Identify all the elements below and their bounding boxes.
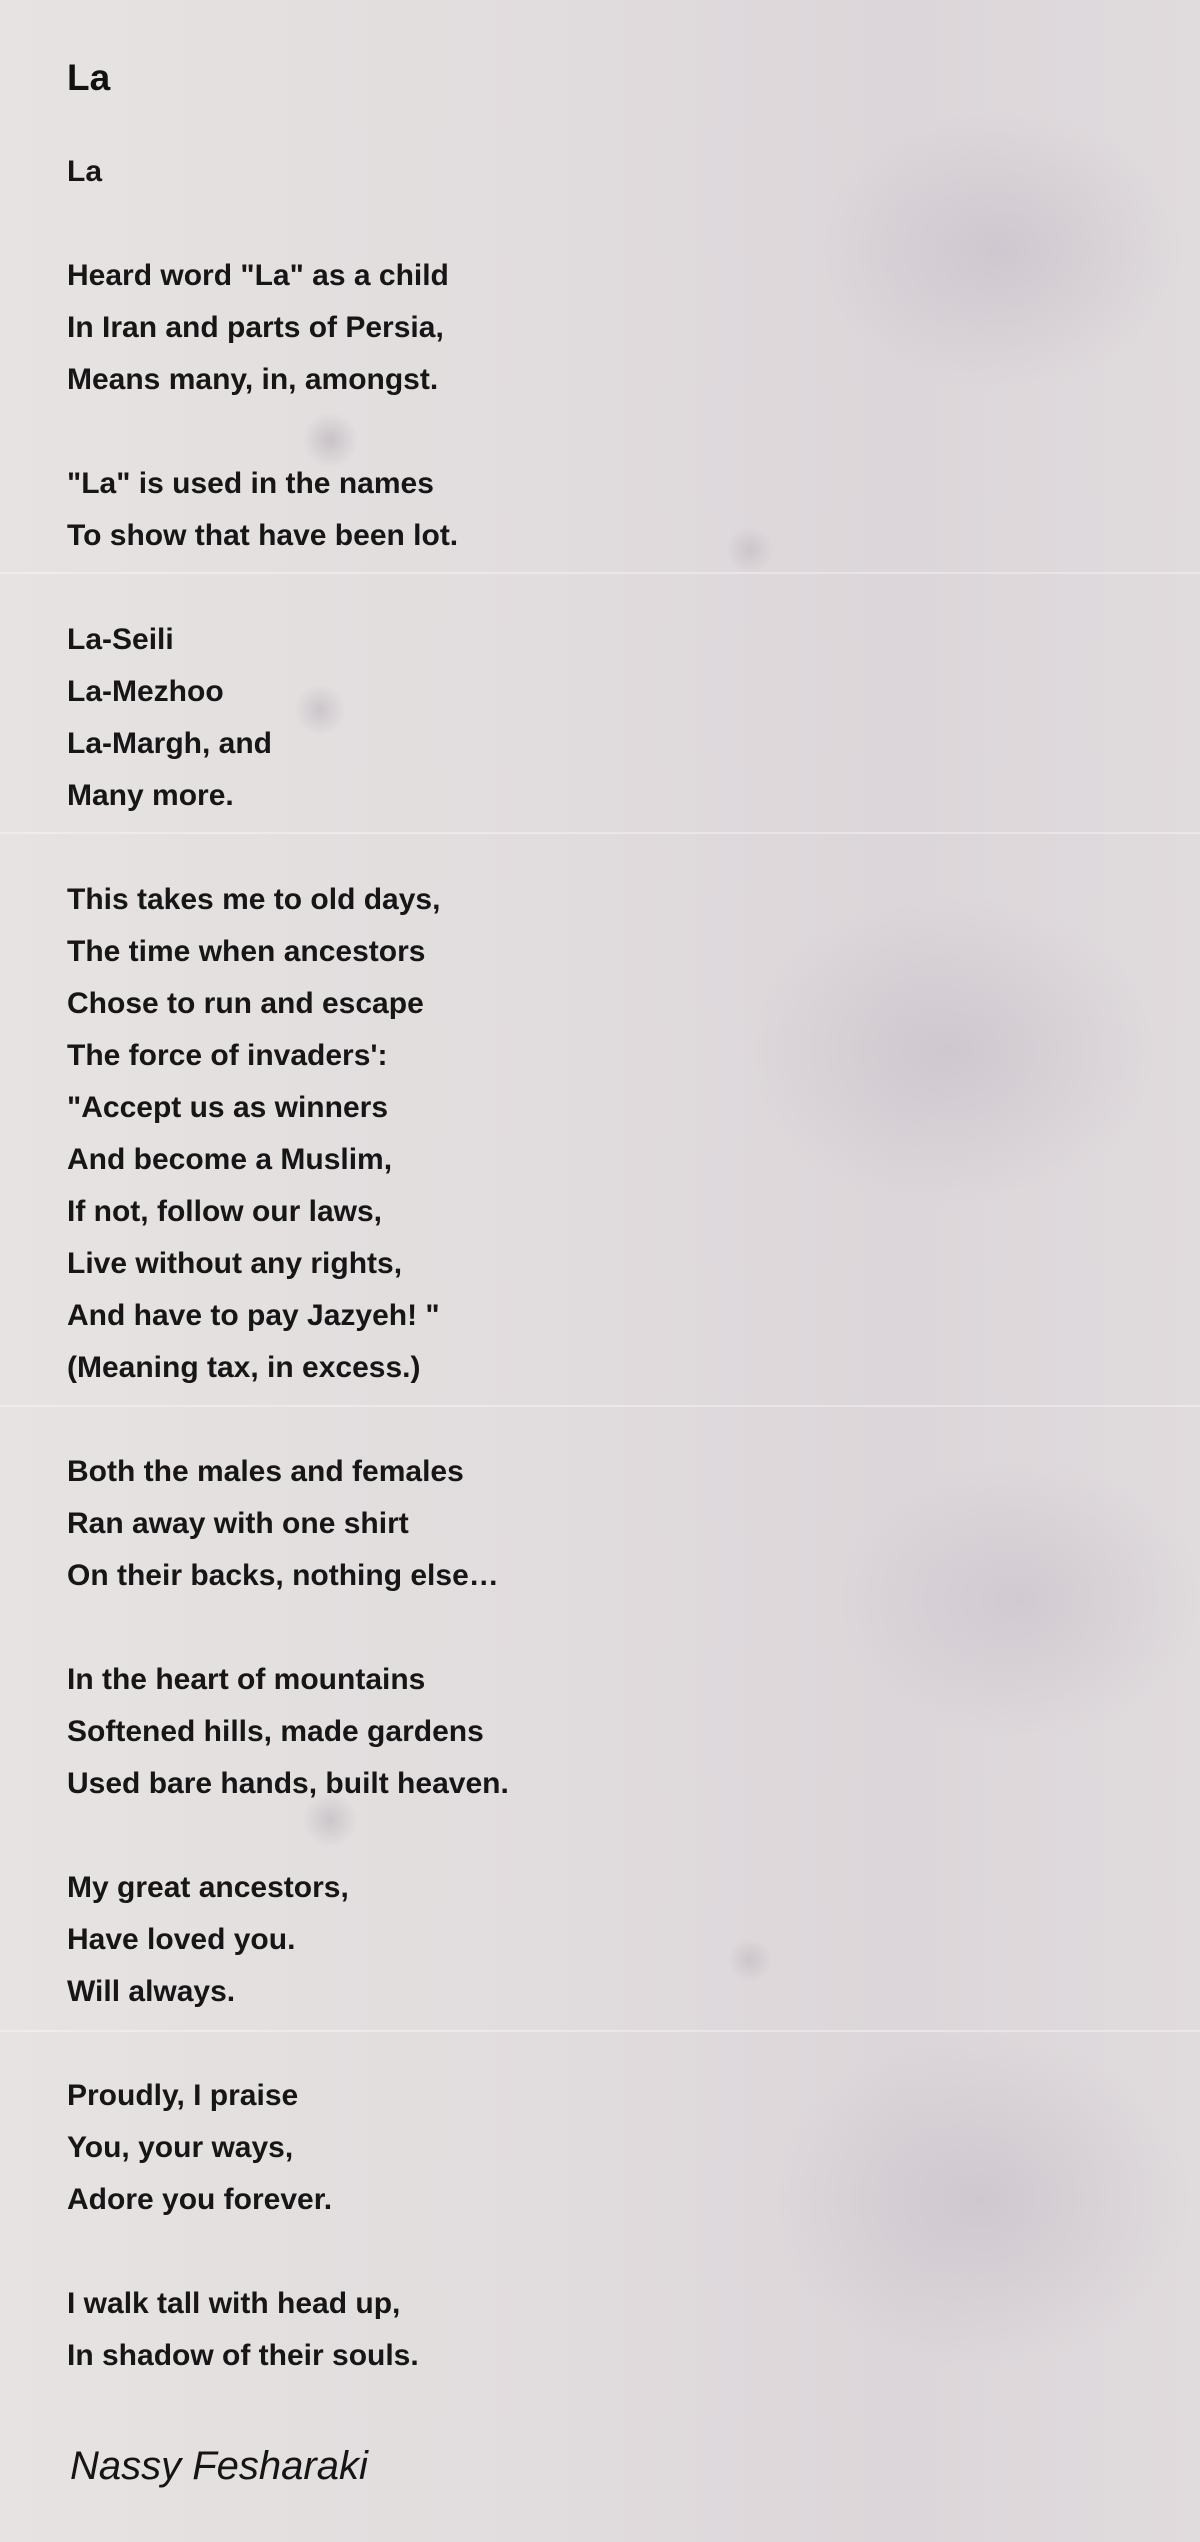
- poem-line: Live without any rights,: [67, 1247, 403, 1280]
- poem-line: I walk tall with head up,: [67, 2287, 401, 2320]
- poem-line: Softened hills, made gardens: [67, 1715, 484, 1748]
- poem-line: And have to pay Jazyeh! ": [67, 1299, 440, 1332]
- poem-line: My great ancestors,: [67, 1871, 349, 1904]
- stanza: [67, 250, 1067, 406]
- stanza: [67, 458, 1067, 562]
- poem-line: Have loved you.: [67, 1923, 296, 1956]
- poem-line: Will always.: [67, 1975, 236, 2008]
- poem-line: Chose to run and escape: [67, 987, 424, 1020]
- poem-line: "La" is used in the names: [67, 467, 434, 500]
- poem-line: This takes me to old days,: [67, 883, 441, 916]
- stanza: [67, 614, 1067, 822]
- poem-line: Both the males and females: [67, 1455, 464, 1488]
- stanza: [67, 146, 1067, 198]
- poem-line: On their backs, nothing else…: [67, 1559, 499, 1592]
- poem-line: And become a Muslim,: [67, 1143, 393, 1176]
- poem-line: Heard word "La" as a child: [67, 259, 449, 292]
- poem-line: Means many, in, amongst.: [67, 363, 439, 396]
- poem-line: (Meaning tax, in excess.): [67, 1351, 421, 1384]
- poem-line: If not, follow our laws,: [67, 1195, 382, 1228]
- poem-line: The force of invaders':: [67, 1039, 388, 1072]
- poem-line: Adore you forever.: [67, 2183, 333, 2216]
- poem-line: In shadow of their souls.: [67, 2339, 419, 2372]
- stanza: [67, 1654, 1067, 1810]
- poem-line: La-Seili: [67, 623, 174, 656]
- stanza: [67, 874, 1067, 1394]
- poem-line: You, your ways,: [67, 2131, 294, 2164]
- poem-body: [67, 146, 1067, 2382]
- poem-line: La: [67, 155, 103, 188]
- stanza: [67, 1446, 1067, 1602]
- poem-line: In the heart of mountains: [67, 1663, 426, 1696]
- poem: [67, 50, 1067, 2382]
- stanza: [67, 1862, 1067, 2018]
- poem-author: Nassy Fesharaki: [70, 2444, 368, 2488]
- poem-line: Ran away with one shirt: [67, 1507, 409, 1540]
- poem-line: To show that have been lot.: [67, 519, 459, 552]
- poem-line: "Accept us as winners: [67, 1091, 389, 1124]
- poem-line: Many more.: [67, 779, 234, 812]
- poem-line: La-Mezhoo: [67, 675, 224, 708]
- poem-line: In Iran and parts of Persia,: [67, 311, 444, 344]
- poem-line: The time when ancestors: [67, 935, 426, 968]
- poem-line: Proudly, I praise: [67, 2079, 299, 2112]
- stanza: [67, 2070, 1067, 2226]
- poem-line: La-Margh, and: [67, 727, 273, 760]
- stanza: [67, 2278, 1067, 2382]
- poem-title: La: [67, 57, 111, 98]
- poem-line: Used bare hands, built heaven.: [67, 1767, 509, 1800]
